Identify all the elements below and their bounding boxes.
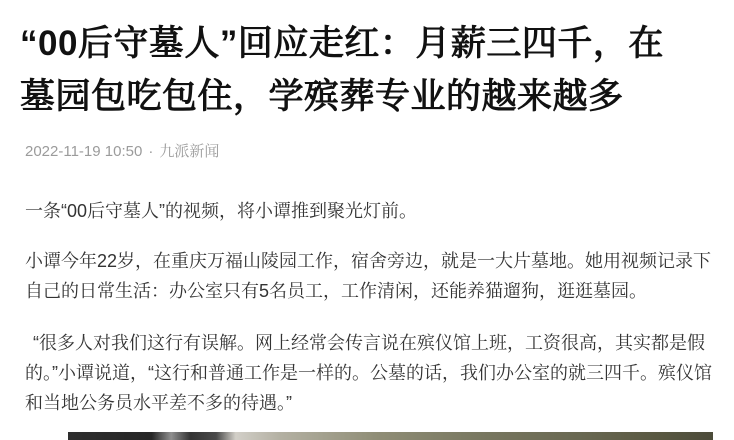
publish-datetime: 2022-11-19 10:50: [25, 143, 143, 160]
article-paragraph-2: 小谭今年22岁，在重庆万福山陵园工作，宿舍旁边，就是一大片墓地。她用视频记录下自己的日常生活：办公室只有5名员工，工作清闲，还能养猫遛狗，逛逛墓园。: [25, 251, 712, 301]
source-name: 九派新闻: [159, 143, 220, 160]
article-title-line-2: 墓园包吃包住，学殡葬专业的越来越多: [20, 77, 624, 116]
article-title-line-1: “00后守墓人”回应走红：月薪三四千，在: [20, 24, 664, 63]
article-meta: [25, 141, 219, 162]
article-title: [20, 17, 720, 123]
meta-separator: ·: [148, 143, 154, 160]
article-paragraph-1: 一条“00后守墓人”的视频，将小谭推到聚光灯前。: [25, 201, 418, 221]
article-paragraph-3: “很多人对我们这行有误解。网上经常会传言说在殡仪馆上班，工资很高，其实都是假的。”小谭说道，“这行和普通工作是一样的。公墓的话，我们办公室的就三四千。殡仪馆和当地公务员水平差不多的待遇。”: [25, 333, 712, 413]
